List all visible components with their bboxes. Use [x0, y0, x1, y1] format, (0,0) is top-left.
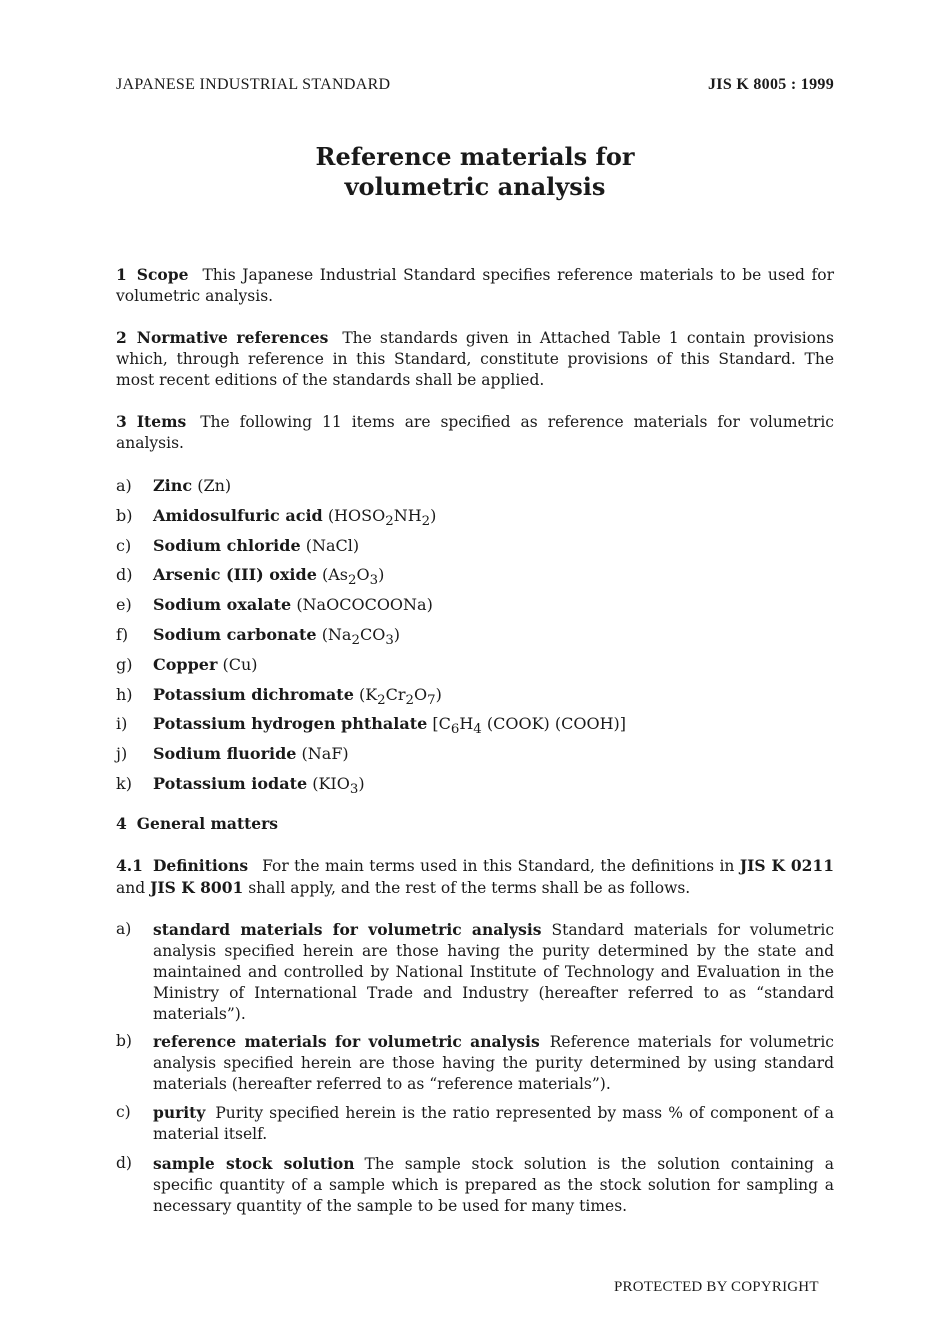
list-item-label: i): [116, 714, 128, 733]
chemical-formula: $(KIO_3)$: [312, 774, 365, 798]
definition-label: c): [116, 1103, 131, 1121]
section-text: The standards given in Attached Table 1 contain provisions which, through reference in this Standard, constitute provisions of this Standard. The most recent editions of the standards shall be applied.: [116, 329, 834, 389]
chemical-formula: [$C_6H_4$ (COOK) (COOH)]: [432, 714, 627, 738]
list-item: [116, 475, 231, 496]
section-text: shall apply, and the rest of the terms shall be as follows.: [248, 879, 691, 897]
title-line-1: Reference materials for: [315, 142, 635, 171]
definition-label: a): [116, 920, 132, 938]
list-item: [116, 773, 365, 800]
list-item-label: b): [116, 506, 133, 525]
material-name: Zinc: [153, 476, 193, 495]
list-item-label: g): [116, 655, 133, 674]
section-heading: Scope: [136, 265, 189, 284]
material-name: Sodium chloride: [153, 536, 301, 555]
chemical-formula: $(HOSO_2NH_2)$: [327, 506, 437, 530]
definition-text: Standard materials for volumetric analysis specified herein are those having the purity determined by the state and maintained and controlled by National Institute of Technology and Evaluation in the Ministry of International Trade and Industry (hereafter referred to as “standard materials”).: [153, 921, 835, 1023]
list-item: [116, 594, 433, 615]
section-text: This Japanese Industrial Standard specifies reference materials to be used for volumetric analysis.: [116, 266, 834, 305]
section-number: 4.1: [116, 856, 143, 875]
definition-item: [116, 1102, 834, 1145]
list-item: [116, 564, 384, 591]
chemical-formula: (Zn): [197, 476, 232, 495]
list-item: [116, 684, 442, 711]
chemical-formula: (Cu): [222, 655, 258, 674]
definition-item: [116, 1031, 834, 1095]
chemical-formula: $(As_2O_3)$: [321, 565, 385, 589]
list-item-label: h): [116, 685, 133, 704]
chemical-formula: (NaOCOCOONa): [296, 595, 433, 614]
material-name: Potassium iodate: [153, 774, 308, 793]
section-heading: Definitions: [152, 856, 249, 875]
chemical-formula: $(K_2Cr_2O_7)$: [358, 685, 442, 709]
list-item-label: f): [116, 625, 129, 644]
section-text: The following 11 items are specified as reference materials for volumetric analysis.: [116, 413, 834, 452]
section-number: 3: [116, 412, 127, 431]
material-name: Copper: [153, 655, 218, 674]
chemical-formula: (NaF): [301, 744, 349, 763]
list-item-label: c): [116, 536, 132, 555]
list-item: [116, 505, 436, 532]
list-item: [116, 624, 400, 651]
section-items: [116, 411, 834, 454]
definition-term: standard materials for volumetric analysis: [153, 920, 542, 939]
material-name: Amidosulfuric acid: [153, 506, 323, 525]
standard-reference: JIS K 0211: [739, 856, 834, 875]
section-number: 4: [116, 814, 127, 833]
list-item: [116, 743, 349, 764]
definition-body: [153, 1153, 834, 1217]
material-name: Potassium dichromate: [153, 685, 354, 704]
section-heading: General matters: [136, 814, 279, 833]
definition-term: sample stock solution: [153, 1154, 355, 1173]
list-item-label: j): [116, 744, 128, 763]
section-normative-references: [116, 327, 834, 391]
list-item: [116, 654, 258, 675]
copyright-footer: PROTECTED BY COPYRIGHT: [614, 1279, 819, 1295]
title-line-2: volumetric analysis: [344, 172, 606, 201]
definition-text: Purity specified herein is the ratio represented by mass % of component of a material itself.: [153, 1104, 834, 1143]
definition-body: [153, 919, 834, 1025]
standard-header-label: JAPANESE INDUSTRIAL STANDARD: [116, 76, 391, 93]
definition-item: [116, 1153, 834, 1217]
chemical-formula: (NaCl): [305, 536, 360, 555]
material-name: Potassium hydrogen phthalate: [153, 714, 428, 733]
definition-body: [153, 1102, 834, 1145]
definition-term: purity: [153, 1103, 206, 1122]
chemical-formula: $(Na_2CO_3)$: [321, 625, 401, 649]
list-item-label: d): [116, 565, 133, 584]
material-name: Sodium fluoride: [153, 744, 297, 763]
material-name: Sodium carbonate: [153, 625, 317, 644]
section-heading: Items: [136, 412, 187, 431]
section-definitions: [116, 855, 834, 899]
section-heading: Normative references: [136, 328, 329, 347]
definition-text: The sample stock solution is the solution containing a specific quantity of a sample which is prepared as the stock solution for sampling a necessary quantity of the sample to be used for many times.: [153, 1155, 834, 1215]
material-name: Sodium oxalate: [153, 595, 292, 614]
section-number: 2: [116, 328, 127, 347]
definition-label: d): [116, 1154, 132, 1172]
list-item-label: a): [116, 476, 132, 495]
material-name: Arsenic (III) oxide: [153, 565, 317, 584]
list-item: [116, 713, 626, 740]
section-scope: [116, 264, 834, 307]
definition-term: reference materials for volumetric analysis: [153, 1032, 540, 1051]
section-text: For the main terms used in this Standard, the definitions in: [262, 857, 735, 875]
section-number: 1: [116, 265, 127, 284]
section-text: and: [116, 879, 146, 897]
list-item: [116, 535, 359, 556]
definition-label: b): [116, 1032, 132, 1050]
standard-number: JIS K 8005 : 1999: [708, 76, 834, 93]
document-title: [0, 142, 950, 202]
definition-item: [116, 919, 834, 1025]
definition-text: Reference materials for volumetric analysis specified herein are those having the purity determined by using standard materials (hereafter referred to as “reference materials”).: [153, 1033, 834, 1093]
section-general-matters: [116, 813, 834, 835]
definition-body: [153, 1031, 834, 1095]
standard-reference: JIS K 8001: [150, 878, 244, 897]
list-item-label: e): [116, 595, 132, 614]
list-item-label: k): [116, 774, 132, 793]
